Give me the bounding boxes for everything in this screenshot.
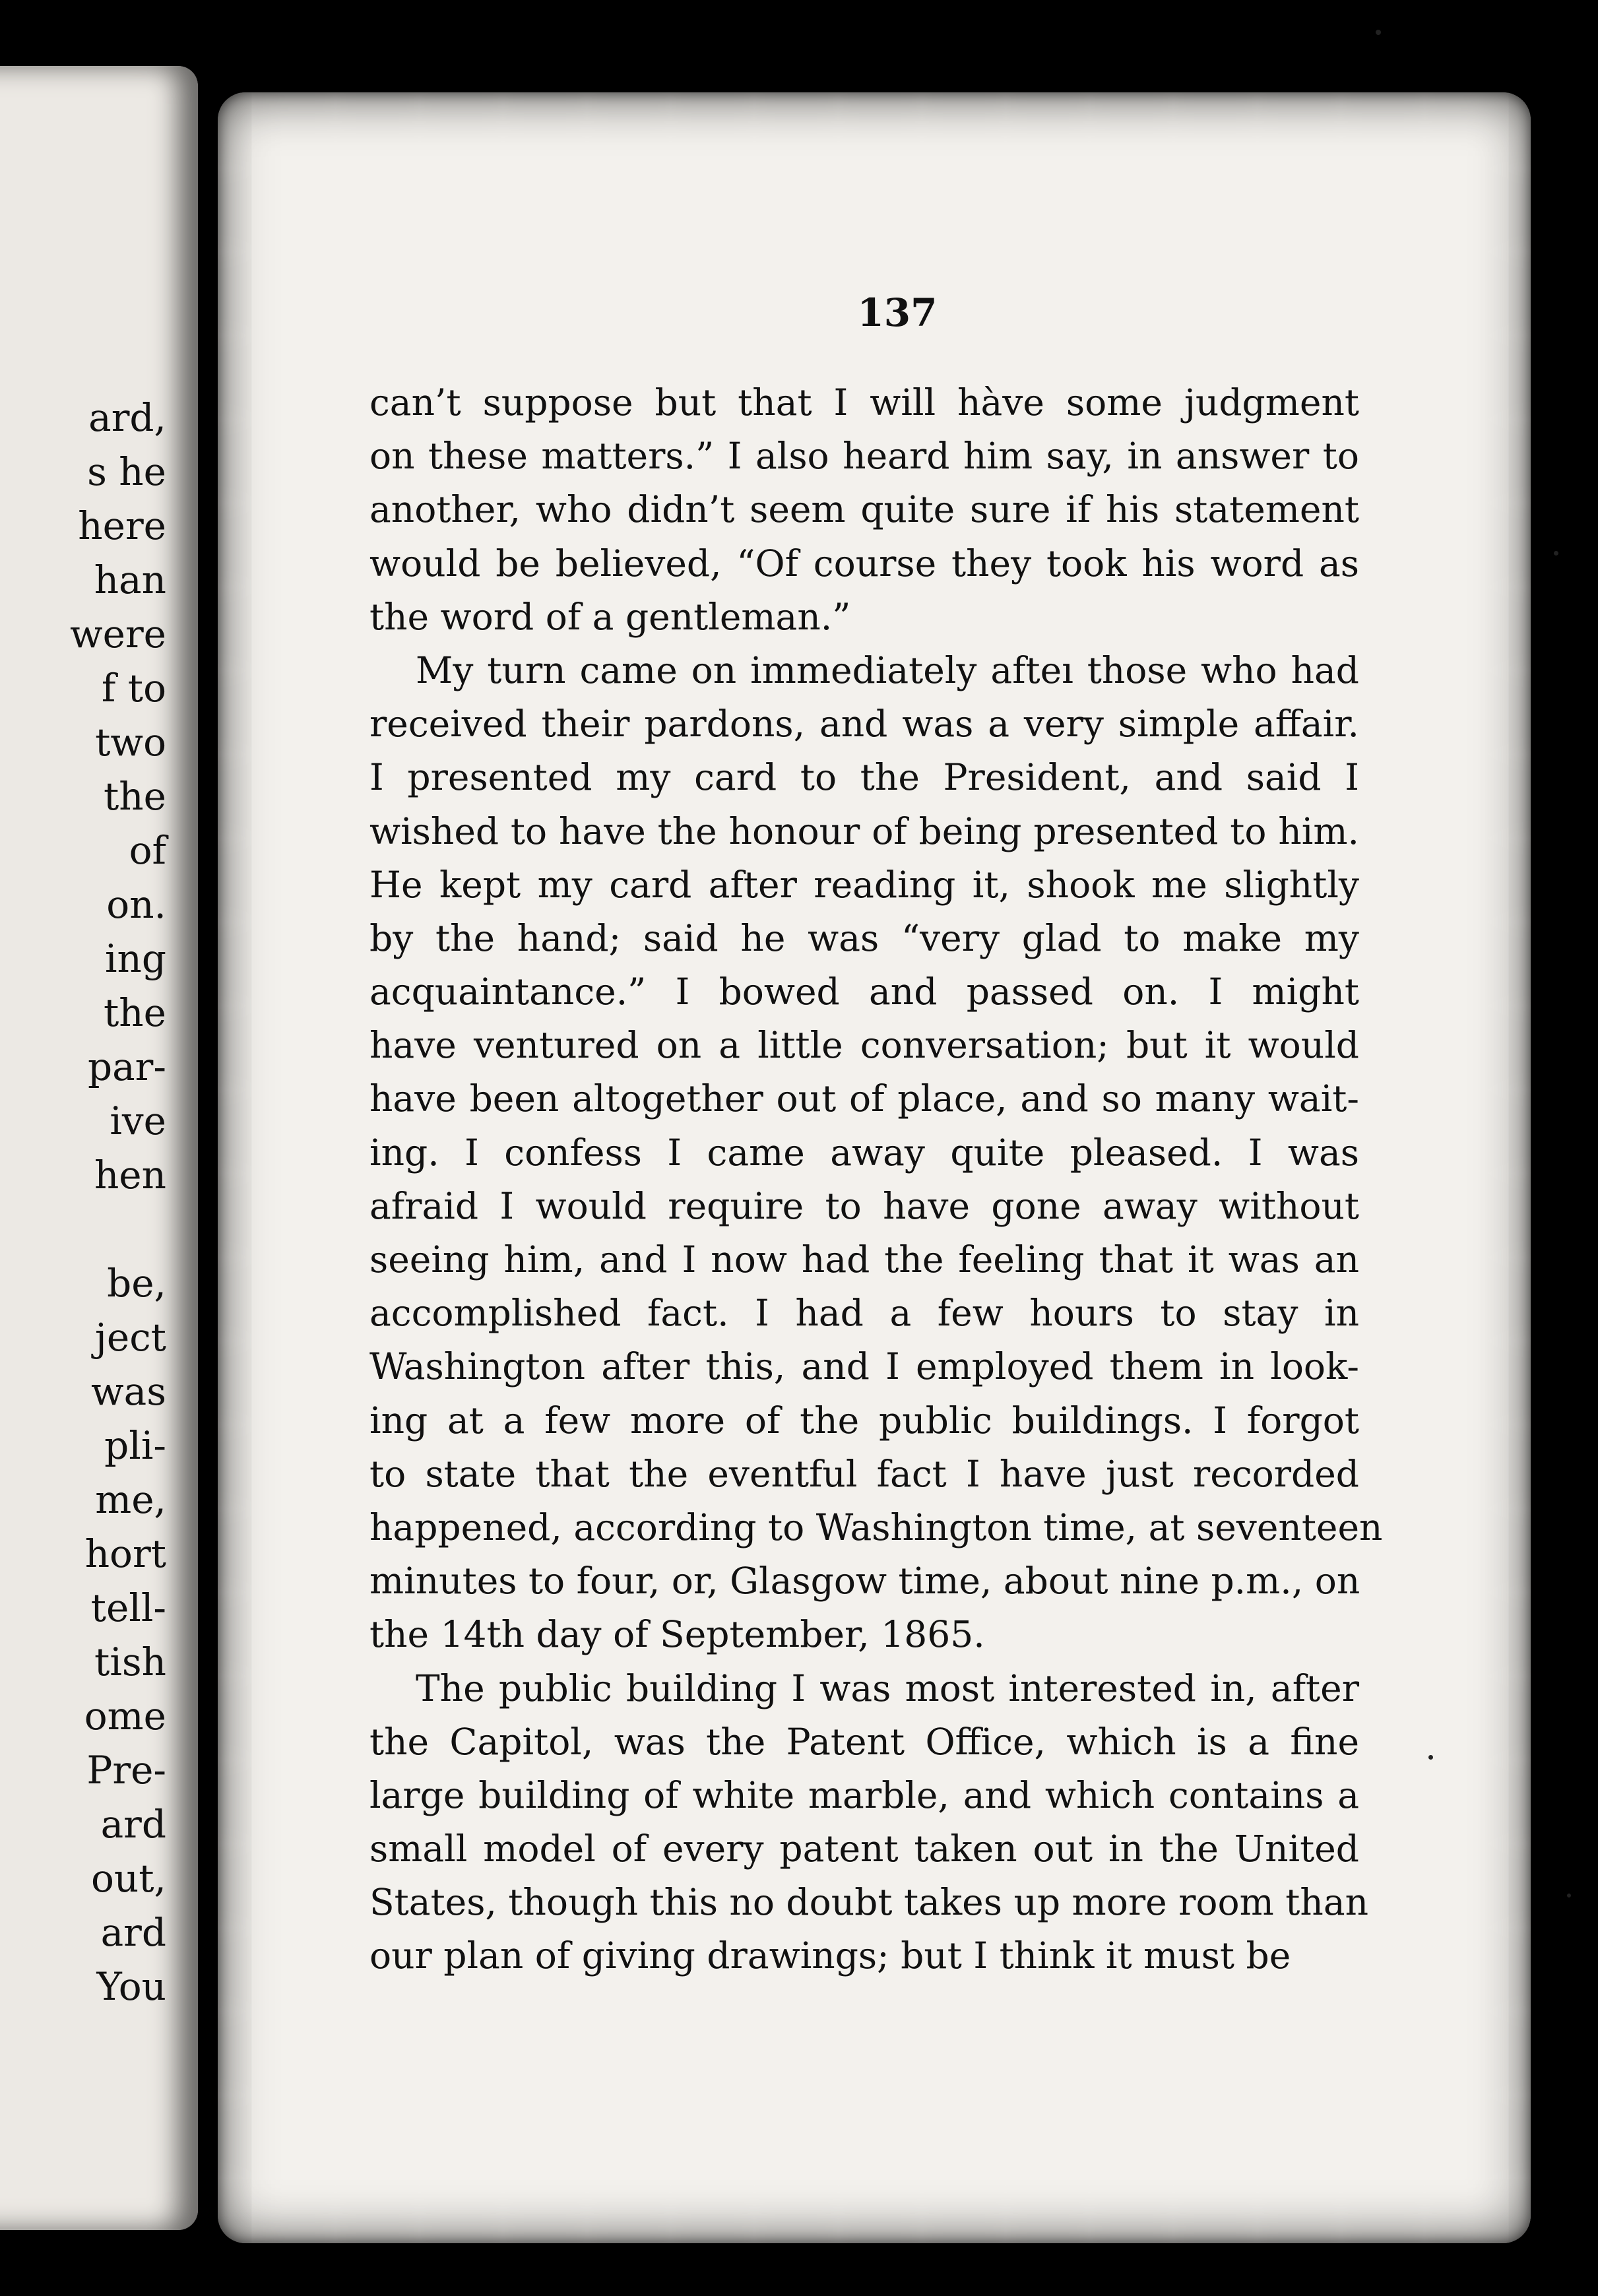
left-page-fragment: tell-: [90, 1585, 166, 1630]
text-line: small model of every patent taken out in the United: [369, 1828, 1359, 1870]
text-line: received their pardons, and was a very simple affair.: [369, 703, 1359, 746]
text-line: another, who didn’t seem quite sure if his statement: [369, 488, 1359, 531]
text-line: on these matters.” I also heard him say, in answer to: [369, 435, 1359, 478]
paragraph: [369, 376, 1359, 644]
paragraph: [369, 1662, 1369, 1983]
left-page-fragment: be,: [107, 1261, 166, 1306]
text-line: States, though this no doubt takes up more room than: [369, 1881, 1369, 1924]
left-page-fragment: pli-: [104, 1423, 166, 1468]
text-line: our plan of giving drawings; but I think it must be: [369, 1934, 1291, 1977]
left-page-fragment: ard: [100, 1910, 166, 1955]
left-page-fragment: here: [78, 503, 166, 548]
text-line: minutes to four, or, Glasgow time, about nine p.m., on: [369, 1560, 1360, 1603]
left-page-fragment: Pre-: [86, 1748, 166, 1793]
text-line: afraid I would require to have gone away without: [369, 1184, 1359, 1227]
text-line: The public building I was most interested in, after: [416, 1667, 1359, 1709]
left-page-fragment: s he: [87, 449, 166, 494]
text-line: by the hand; said he was “very glad to make my: [369, 916, 1359, 959]
left-page-fragment: the: [104, 990, 166, 1035]
left-page-text-fragments: [70, 391, 166, 2014]
scan-speck: [1554, 551, 1558, 556]
left-page-fragment: were: [69, 612, 166, 656]
left-page-fragment: [70, 1202, 166, 1256]
text-line: ing at a few more of the public buildings. I forgot: [369, 1399, 1359, 1442]
text-line: seeing him, and I now had the feeling that it was an: [369, 1238, 1359, 1281]
left-page: [0, 66, 198, 2230]
text-line: My turn came on immediately afteı those who had: [416, 649, 1359, 691]
text-line: Washington after this, and I employed them in look-: [369, 1345, 1359, 1388]
left-page-fragment: the: [104, 774, 166, 819]
left-page-fragment: ject: [94, 1315, 166, 1360]
text-line: the Capitol, was the Patent Office, which is a fine: [369, 1720, 1359, 1763]
left-page-fragment: on.: [106, 882, 166, 927]
left-page-fragment: han: [94, 558, 166, 602]
left-page-fragment: me,: [95, 1477, 166, 1522]
page-body-text: [369, 376, 1383, 1983]
text-line: would be believed, “Of course they took his word as: [369, 542, 1359, 585]
right-page: [218, 92, 1531, 2243]
left-page-fragment: You: [96, 1964, 166, 2009]
text-line: the 14th day of September, 1865.: [369, 1613, 985, 1656]
scan-speck: [1428, 1755, 1433, 1760]
text-line: have ventured on a little conversation; but it would: [369, 1024, 1359, 1067]
text-line: the word of a gentleman.”: [369, 595, 851, 638]
paragraph: [369, 644, 1383, 1662]
scan-speck: [1567, 1894, 1571, 1897]
left-page-fragment: was: [91, 1369, 166, 1414]
left-page-fragment: out,: [90, 1856, 166, 1901]
text-line: I presented my card to the President, and said I: [369, 756, 1359, 799]
left-page-fragment: hen: [94, 1153, 166, 1197]
page-number: 137: [857, 290, 938, 335]
text-line: acquaintance.” I bowed and passed on. I might: [369, 971, 1359, 1013]
text-line: to state that the eventful fact I have just recorded: [369, 1452, 1359, 1495]
left-page-fragment: ard,: [88, 395, 166, 440]
text-line: happened, according to Washington time, at seventeen: [369, 1506, 1383, 1548]
left-page-fragment: ome: [84, 1694, 166, 1738]
left-page-fragment: ard: [100, 1802, 166, 1847]
text-line: can’t suppose but that I will hàve some judgment: [369, 381, 1359, 424]
text-line: wished to have the honour of being presented to him.: [369, 810, 1359, 852]
scan-speck: [1376, 30, 1381, 35]
left-page-fragment: f to: [101, 666, 166, 711]
text-line: He kept my card after reading it, shook me slightly: [369, 863, 1359, 906]
left-page-fragment: ive: [110, 1099, 166, 1143]
left-page-fragment: hort: [84, 1531, 166, 1576]
text-line: ing. I confess I came away quite pleased. I was: [369, 1131, 1359, 1174]
left-page-fragment: of: [129, 828, 166, 873]
text-line: have been altogether out of place, and so many wait-: [369, 1077, 1359, 1120]
left-page-fragment: tish: [94, 1640, 166, 1684]
text-line: accomplished fact. I had a few hours to stay in: [369, 1292, 1359, 1335]
text-line: large building of white marble, and which contains a: [369, 1773, 1359, 1816]
left-page-fragment: ing: [104, 936, 166, 981]
left-page-fragment: two: [95, 720, 166, 765]
left-page-fragment: par-: [87, 1044, 166, 1089]
